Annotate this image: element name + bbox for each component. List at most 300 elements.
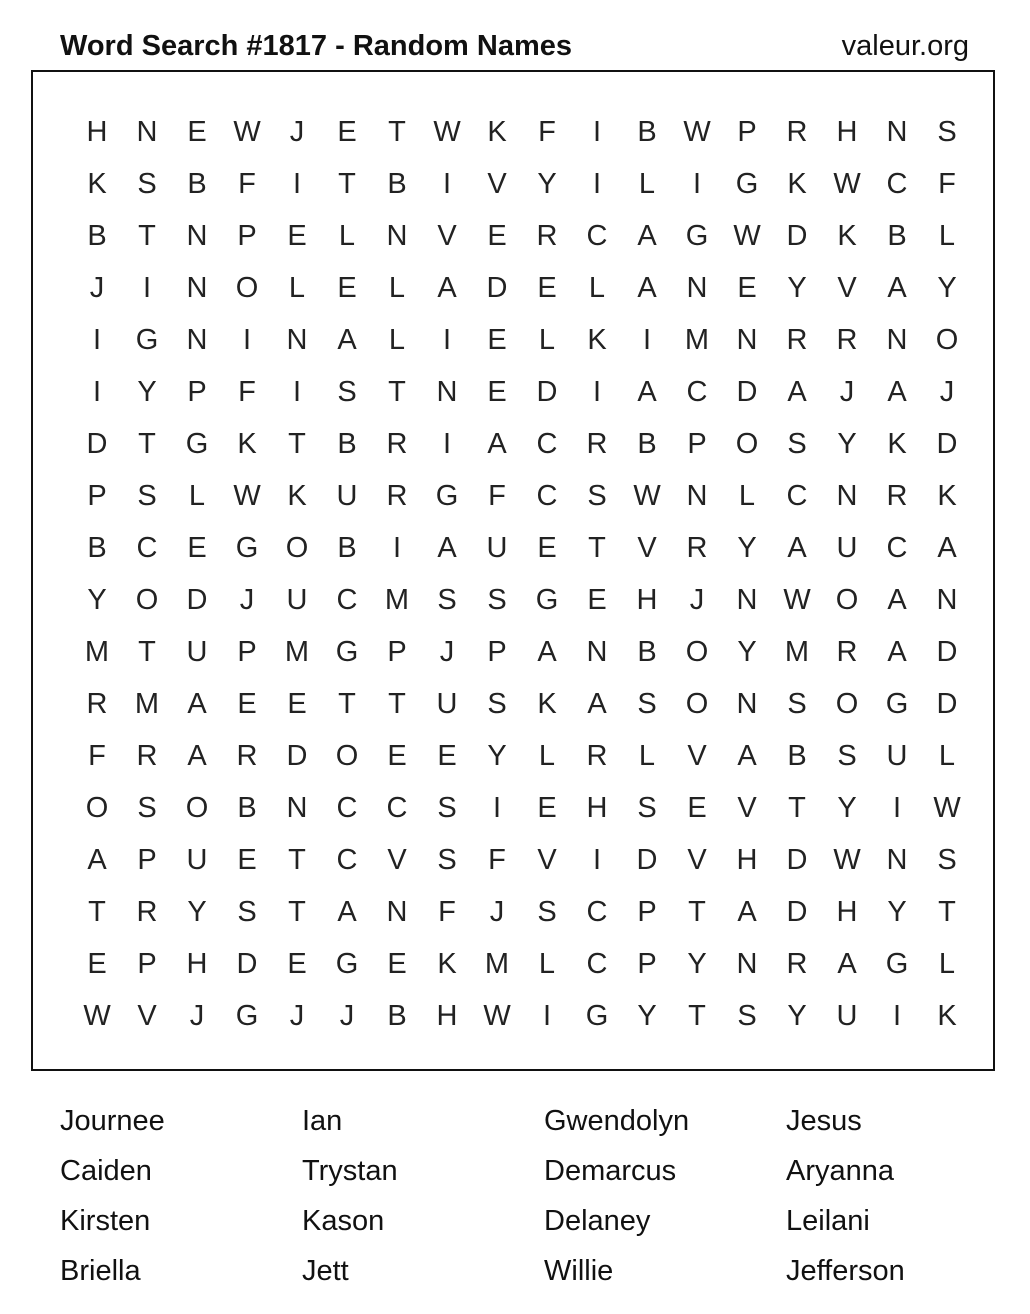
grid-letter[interactable]: N bbox=[186, 323, 208, 356]
grid-letter[interactable]: L bbox=[338, 219, 356, 252]
grid-letter[interactable]: W bbox=[733, 219, 761, 252]
grid-letter[interactable]: J bbox=[289, 115, 305, 148]
grid-letter[interactable]: F bbox=[488, 479, 506, 512]
grid-letter[interactable]: E bbox=[337, 115, 357, 148]
grid-letter[interactable]: G bbox=[135, 323, 159, 356]
grid-letter[interactable]: P bbox=[87, 479, 107, 512]
grid-letter[interactable]: E bbox=[287, 219, 307, 252]
grid-letter[interactable]: O bbox=[85, 791, 109, 824]
grid-letter[interactable]: G bbox=[235, 999, 259, 1032]
grid-letter[interactable]: I bbox=[592, 843, 602, 876]
grid-letter[interactable]: I bbox=[492, 791, 502, 824]
grid-letter[interactable]: Y bbox=[537, 167, 557, 200]
grid-letter[interactable]: C bbox=[536, 479, 558, 512]
grid-letter[interactable]: Y bbox=[487, 739, 507, 772]
grid-letter[interactable]: A bbox=[887, 271, 907, 304]
grid-letter[interactable]: O bbox=[135, 583, 159, 616]
grid-letter[interactable]: B bbox=[387, 999, 407, 1032]
grid-letter[interactable]: N bbox=[736, 687, 758, 720]
grid-letter[interactable]: A bbox=[337, 895, 357, 928]
grid-letter[interactable]: P bbox=[637, 947, 657, 980]
grid-letter[interactable]: R bbox=[136, 739, 158, 772]
grid-letter[interactable]: M bbox=[684, 323, 710, 356]
grid-letter[interactable]: S bbox=[537, 895, 557, 928]
grid-letter[interactable]: C bbox=[886, 167, 908, 200]
grid-letter[interactable]: N bbox=[136, 115, 158, 148]
grid-letter[interactable]: U bbox=[186, 843, 208, 876]
grid-letter[interactable]: T bbox=[338, 687, 356, 720]
grid-letter[interactable]: L bbox=[738, 479, 756, 512]
grid-letter[interactable]: O bbox=[685, 687, 709, 720]
grid-letter[interactable]: P bbox=[137, 843, 157, 876]
grid-letter[interactable]: W bbox=[83, 999, 111, 1032]
grid-letter[interactable]: C bbox=[136, 531, 158, 564]
grid-letter[interactable]: V bbox=[537, 843, 557, 876]
grid-letter[interactable]: R bbox=[786, 323, 808, 356]
grid-letter[interactable]: K bbox=[787, 167, 807, 200]
grid-letter[interactable]: S bbox=[937, 843, 957, 876]
grid-letter[interactable]: D bbox=[936, 635, 958, 668]
grid-letter[interactable]: I bbox=[892, 999, 902, 1032]
grid-letter[interactable]: T bbox=[388, 687, 406, 720]
grid-letter[interactable]: B bbox=[787, 739, 807, 772]
grid-letter[interactable]: J bbox=[489, 895, 505, 928]
grid-letter[interactable]: D bbox=[786, 219, 808, 252]
grid-letter[interactable]: J bbox=[839, 375, 855, 408]
grid-letter[interactable]: L bbox=[188, 479, 206, 512]
grid-letter[interactable]: O bbox=[935, 323, 959, 356]
grid-letter[interactable]: V bbox=[637, 531, 657, 564]
grid-letter[interactable]: Y bbox=[787, 999, 807, 1032]
grid-letter[interactable]: O bbox=[735, 427, 759, 460]
grid-letter[interactable]: C bbox=[336, 583, 358, 616]
grid-letter[interactable]: U bbox=[286, 583, 308, 616]
grid-letter[interactable]: D bbox=[786, 895, 808, 928]
grid-letter[interactable]: C bbox=[386, 791, 408, 824]
grid-letter[interactable]: S bbox=[937, 115, 957, 148]
grid-letter[interactable]: A bbox=[87, 843, 107, 876]
grid-letter[interactable]: N bbox=[886, 115, 908, 148]
grid-letter[interactable]: M bbox=[784, 635, 810, 668]
grid-letter[interactable]: E bbox=[587, 583, 607, 616]
grid-letter[interactable]: I bbox=[642, 323, 652, 356]
grid-letter[interactable]: P bbox=[487, 635, 507, 668]
grid-letter[interactable]: V bbox=[687, 739, 707, 772]
grid-letter[interactable]: V bbox=[387, 843, 407, 876]
grid-letter[interactable]: M bbox=[134, 687, 160, 720]
grid-letter[interactable]: I bbox=[442, 323, 452, 356]
grid-letter[interactable]: I bbox=[442, 427, 452, 460]
grid-letter[interactable]: T bbox=[338, 167, 356, 200]
grid-letter[interactable]: I bbox=[592, 115, 602, 148]
grid-letter[interactable]: U bbox=[836, 531, 858, 564]
grid-letter[interactable]: E bbox=[237, 687, 257, 720]
grid-letter[interactable]: P bbox=[737, 115, 757, 148]
grid-letter[interactable]: R bbox=[686, 531, 708, 564]
grid-letter[interactable]: J bbox=[289, 999, 305, 1032]
grid-letter[interactable]: N bbox=[736, 583, 758, 616]
grid-letter[interactable]: P bbox=[237, 219, 257, 252]
grid-letter[interactable]: W bbox=[233, 479, 261, 512]
grid-letter[interactable]: L bbox=[388, 271, 406, 304]
grid-letter[interactable]: E bbox=[737, 271, 757, 304]
grid-letter[interactable]: Y bbox=[637, 999, 657, 1032]
grid-letter[interactable]: E bbox=[187, 531, 207, 564]
grid-letter[interactable]: E bbox=[487, 323, 507, 356]
grid-letter[interactable]: O bbox=[185, 791, 209, 824]
grid-letter[interactable]: T bbox=[588, 531, 606, 564]
grid-letter[interactable]: B bbox=[337, 531, 357, 564]
grid-letter[interactable]: V bbox=[137, 999, 157, 1032]
grid-letter[interactable]: T bbox=[288, 895, 306, 928]
grid-letter[interactable]: G bbox=[335, 635, 359, 668]
grid-letter[interactable]: A bbox=[637, 271, 657, 304]
grid-letter[interactable]: S bbox=[237, 895, 257, 928]
grid-letter[interactable]: D bbox=[936, 427, 958, 460]
grid-letter[interactable]: K bbox=[237, 427, 257, 460]
grid-letter[interactable]: S bbox=[137, 167, 157, 200]
grid-letter[interactable]: Y bbox=[687, 947, 707, 980]
grid-letter[interactable]: D bbox=[236, 947, 258, 980]
grid-letter[interactable]: L bbox=[938, 739, 956, 772]
grid-letter[interactable]: K bbox=[87, 167, 107, 200]
grid-letter[interactable]: C bbox=[786, 479, 808, 512]
grid-letter[interactable]: O bbox=[285, 531, 309, 564]
grid-letter[interactable]: H bbox=[86, 115, 108, 148]
grid-letter[interactable]: W bbox=[783, 583, 811, 616]
grid-letter[interactable]: F bbox=[938, 167, 956, 200]
grid-letter[interactable]: D bbox=[286, 739, 308, 772]
grid-letter[interactable]: B bbox=[637, 115, 657, 148]
grid-letter[interactable]: A bbox=[587, 687, 607, 720]
grid-letter[interactable]: S bbox=[637, 687, 657, 720]
grid-letter[interactable]: U bbox=[186, 635, 208, 668]
grid-letter[interactable]: L bbox=[388, 323, 406, 356]
grid-letter[interactable]: S bbox=[437, 791, 457, 824]
grid-letter[interactable]: D bbox=[186, 583, 208, 616]
grid-letter[interactable]: S bbox=[487, 583, 507, 616]
grid-letter[interactable]: S bbox=[137, 479, 157, 512]
grid-letter[interactable]: R bbox=[136, 895, 158, 928]
grid-letter[interactable]: K bbox=[937, 999, 957, 1032]
grid-letter[interactable]: B bbox=[887, 219, 907, 252]
grid-letter[interactable]: R bbox=[386, 479, 408, 512]
grid-letter[interactable]: V bbox=[687, 843, 707, 876]
grid-letter[interactable]: V bbox=[737, 791, 757, 824]
grid-letter[interactable]: Y bbox=[137, 375, 157, 408]
grid-letter[interactable]: J bbox=[239, 583, 255, 616]
grid-letter[interactable]: F bbox=[238, 375, 256, 408]
grid-letter[interactable]: A bbox=[537, 635, 557, 668]
grid-letter[interactable]: L bbox=[288, 271, 306, 304]
grid-letter[interactable]: Y bbox=[187, 895, 207, 928]
grid-letter[interactable]: U bbox=[836, 999, 858, 1032]
grid-letter[interactable]: Y bbox=[737, 531, 757, 564]
grid-letter[interactable]: N bbox=[836, 479, 858, 512]
grid-letter[interactable]: L bbox=[538, 323, 556, 356]
grid-letter[interactable]: O bbox=[835, 687, 859, 720]
grid-letter[interactable]: K bbox=[487, 115, 507, 148]
grid-letter[interactable]: W bbox=[483, 999, 511, 1032]
grid-letter[interactable]: A bbox=[887, 635, 907, 668]
grid-letter[interactable]: L bbox=[938, 219, 956, 252]
grid-letter[interactable]: R bbox=[236, 739, 258, 772]
grid-letter[interactable]: F bbox=[438, 895, 456, 928]
grid-letter[interactable]: J bbox=[89, 271, 105, 304]
grid-letter[interactable]: F bbox=[488, 843, 506, 876]
grid-letter[interactable]: N bbox=[686, 479, 708, 512]
grid-letter[interactable]: N bbox=[936, 583, 958, 616]
grid-letter[interactable]: A bbox=[187, 739, 207, 772]
grid-letter[interactable]: M bbox=[384, 583, 410, 616]
grid-letter[interactable]: N bbox=[186, 219, 208, 252]
grid-letter[interactable]: P bbox=[187, 375, 207, 408]
grid-letter[interactable]: Y bbox=[737, 635, 757, 668]
grid-letter[interactable]: E bbox=[437, 739, 457, 772]
grid-letter[interactable]: A bbox=[787, 375, 807, 408]
grid-letter[interactable]: T bbox=[288, 843, 306, 876]
grid-letter[interactable]: C bbox=[536, 427, 558, 460]
grid-letter[interactable]: C bbox=[336, 843, 358, 876]
grid-letter[interactable]: U bbox=[486, 531, 508, 564]
grid-letter[interactable]: N bbox=[886, 323, 908, 356]
grid-letter[interactable]: A bbox=[187, 687, 207, 720]
grid-letter[interactable]: K bbox=[887, 427, 907, 460]
grid-letter[interactable]: J bbox=[439, 635, 455, 668]
grid-letter[interactable]: A bbox=[887, 375, 907, 408]
grid-letter[interactable]: F bbox=[238, 167, 256, 200]
grid-letter[interactable]: Y bbox=[837, 427, 857, 460]
grid-letter[interactable]: W bbox=[833, 843, 861, 876]
grid-letter[interactable]: B bbox=[87, 531, 107, 564]
grid-letter[interactable]: W bbox=[933, 791, 961, 824]
grid-letter[interactable]: D bbox=[786, 843, 808, 876]
grid-letter[interactable]: C bbox=[886, 531, 908, 564]
grid-letter[interactable]: A bbox=[887, 583, 907, 616]
grid-letter[interactable]: H bbox=[836, 115, 858, 148]
grid-letter[interactable]: I bbox=[292, 167, 302, 200]
grid-letter[interactable]: E bbox=[487, 219, 507, 252]
grid-letter[interactable]: I bbox=[442, 167, 452, 200]
grid-letter[interactable]: S bbox=[837, 739, 857, 772]
grid-letter[interactable]: V bbox=[487, 167, 507, 200]
grid-letter[interactable]: C bbox=[336, 791, 358, 824]
grid-letter[interactable]: C bbox=[586, 895, 608, 928]
grid-letter[interactable]: J bbox=[939, 375, 955, 408]
grid-letter[interactable]: A bbox=[837, 947, 857, 980]
grid-letter[interactable]: S bbox=[437, 583, 457, 616]
grid-letter[interactable]: P bbox=[687, 427, 707, 460]
grid-letter[interactable]: K bbox=[837, 219, 857, 252]
grid-letter[interactable]: B bbox=[387, 167, 407, 200]
grid-letter[interactable]: A bbox=[487, 427, 507, 460]
grid-letter[interactable]: H bbox=[636, 583, 658, 616]
grid-letter[interactable]: E bbox=[537, 271, 557, 304]
grid-letter[interactable]: E bbox=[87, 947, 107, 980]
grid-letter[interactable]: T bbox=[388, 375, 406, 408]
grid-letter[interactable]: P bbox=[637, 895, 657, 928]
grid-letter[interactable]: C bbox=[586, 219, 608, 252]
grid-letter[interactable]: G bbox=[885, 947, 909, 980]
grid-letter[interactable]: Y bbox=[887, 895, 907, 928]
grid-letter[interactable]: R bbox=[586, 739, 608, 772]
grid-letter[interactable]: G bbox=[585, 999, 609, 1032]
grid-letter[interactable]: W bbox=[683, 115, 711, 148]
grid-letter[interactable]: E bbox=[187, 115, 207, 148]
grid-letter[interactable]: O bbox=[235, 271, 259, 304]
grid-letter[interactable]: F bbox=[88, 739, 106, 772]
grid-letter[interactable]: D bbox=[636, 843, 658, 876]
grid-letter[interactable]: G bbox=[885, 687, 909, 720]
grid-letter[interactable]: R bbox=[836, 323, 858, 356]
grid-letter[interactable]: Y bbox=[937, 271, 957, 304]
grid-letter[interactable]: U bbox=[336, 479, 358, 512]
grid-letter[interactable]: K bbox=[937, 479, 957, 512]
grid-letter[interactable]: N bbox=[686, 271, 708, 304]
grid-letter[interactable]: E bbox=[537, 791, 557, 824]
grid-letter[interactable]: D bbox=[486, 271, 508, 304]
grid-letter[interactable]: U bbox=[436, 687, 458, 720]
grid-letter[interactable]: N bbox=[436, 375, 458, 408]
grid-letter[interactable]: K bbox=[287, 479, 307, 512]
grid-letter[interactable]: E bbox=[337, 271, 357, 304]
grid-letter[interactable]: A bbox=[737, 739, 757, 772]
grid-letter[interactable]: E bbox=[687, 791, 707, 824]
grid-letter[interactable]: T bbox=[138, 219, 156, 252]
grid-letter[interactable]: S bbox=[787, 427, 807, 460]
grid-letter[interactable]: T bbox=[388, 115, 406, 148]
grid-letter[interactable]: B bbox=[237, 791, 257, 824]
grid-letter[interactable]: N bbox=[386, 219, 408, 252]
grid-letter[interactable]: E bbox=[537, 531, 557, 564]
grid-letter[interactable]: C bbox=[586, 947, 608, 980]
grid-letter[interactable]: T bbox=[88, 895, 106, 928]
grid-letter[interactable]: N bbox=[586, 635, 608, 668]
grid-letter[interactable]: S bbox=[337, 375, 357, 408]
grid-letter[interactable]: L bbox=[638, 167, 656, 200]
grid-letter[interactable]: K bbox=[437, 947, 457, 980]
grid-letter[interactable]: N bbox=[286, 323, 308, 356]
grid-letter[interactable]: G bbox=[235, 531, 259, 564]
grid-letter[interactable]: R bbox=[86, 687, 108, 720]
grid-letter[interactable]: E bbox=[387, 739, 407, 772]
grid-letter[interactable]: W bbox=[833, 167, 861, 200]
grid-letter[interactable]: N bbox=[736, 947, 758, 980]
grid-letter[interactable]: N bbox=[736, 323, 758, 356]
grid-letter[interactable]: R bbox=[886, 479, 908, 512]
grid-letter[interactable]: E bbox=[237, 843, 257, 876]
grid-letter[interactable]: H bbox=[586, 791, 608, 824]
grid-letter[interactable]: S bbox=[437, 843, 457, 876]
grid-letter[interactable]: A bbox=[737, 895, 757, 928]
grid-letter[interactable]: H bbox=[736, 843, 758, 876]
grid-letter[interactable]: W bbox=[633, 479, 661, 512]
grid-letter[interactable]: L bbox=[638, 739, 656, 772]
grid-letter[interactable]: A bbox=[637, 219, 657, 252]
grid-letter[interactable]: B bbox=[637, 635, 657, 668]
grid-letter[interactable]: F bbox=[538, 115, 556, 148]
grid-letter[interactable]: B bbox=[637, 427, 657, 460]
grid-letter[interactable]: Y bbox=[87, 583, 107, 616]
grid-letter[interactable]: O bbox=[685, 635, 709, 668]
grid-letter[interactable]: A bbox=[787, 531, 807, 564]
grid-letter[interactable]: M bbox=[284, 635, 310, 668]
grid-letter[interactable]: L bbox=[538, 947, 556, 980]
grid-letter[interactable]: W bbox=[233, 115, 261, 148]
grid-letter[interactable]: O bbox=[835, 583, 859, 616]
grid-letter[interactable]: K bbox=[587, 323, 607, 356]
grid-letter[interactable]: N bbox=[886, 843, 908, 876]
grid-letter[interactable]: E bbox=[287, 947, 307, 980]
grid-letter[interactable]: I bbox=[292, 375, 302, 408]
grid-letter[interactable]: A bbox=[637, 375, 657, 408]
grid-letter[interactable]: G bbox=[735, 167, 759, 200]
grid-letter[interactable]: R bbox=[586, 427, 608, 460]
grid-letter[interactable]: J bbox=[339, 999, 355, 1032]
grid-letter[interactable]: I bbox=[142, 271, 152, 304]
grid-letter[interactable]: C bbox=[686, 375, 708, 408]
grid-letter[interactable]: R bbox=[836, 635, 858, 668]
grid-letter[interactable]: Y bbox=[787, 271, 807, 304]
grid-letter[interactable]: M bbox=[484, 947, 510, 980]
grid-letter[interactable]: I bbox=[892, 791, 902, 824]
grid-letter[interactable]: J bbox=[189, 999, 205, 1032]
grid-letter[interactable]: I bbox=[92, 323, 102, 356]
grid-letter[interactable]: I bbox=[92, 375, 102, 408]
grid-letter[interactable]: G bbox=[535, 583, 559, 616]
grid-letter[interactable]: T bbox=[688, 999, 706, 1032]
grid-letter[interactable]: I bbox=[242, 323, 252, 356]
grid-letter[interactable]: G bbox=[185, 427, 209, 460]
grid-letter[interactable]: T bbox=[788, 791, 806, 824]
grid-letter[interactable]: E bbox=[487, 375, 507, 408]
grid-letter[interactable]: A bbox=[337, 323, 357, 356]
grid-letter[interactable]: H bbox=[836, 895, 858, 928]
grid-letter[interactable]: R bbox=[786, 115, 808, 148]
grid-letter[interactable]: T bbox=[138, 427, 156, 460]
grid-letter[interactable]: S bbox=[137, 791, 157, 824]
grid-letter[interactable]: E bbox=[387, 947, 407, 980]
grid-letter[interactable]: T bbox=[688, 895, 706, 928]
grid-letter[interactable]: S bbox=[787, 687, 807, 720]
grid-letter[interactable]: S bbox=[587, 479, 607, 512]
grid-letter[interactable]: L bbox=[538, 739, 556, 772]
grid-letter[interactable]: N bbox=[186, 271, 208, 304]
grid-letter[interactable]: G bbox=[435, 479, 459, 512]
grid-letter[interactable]: N bbox=[286, 791, 308, 824]
grid-letter[interactable]: R bbox=[786, 947, 808, 980]
grid-letter[interactable]: I bbox=[392, 531, 402, 564]
grid-letter[interactable]: T bbox=[938, 895, 956, 928]
grid-letter[interactable]: D bbox=[936, 687, 958, 720]
grid-letter[interactable]: K bbox=[537, 687, 557, 720]
grid-letter[interactable]: I bbox=[542, 999, 552, 1032]
grid-letter[interactable]: L bbox=[938, 947, 956, 980]
grid-letter[interactable]: T bbox=[288, 427, 306, 460]
grid-letter[interactable]: P bbox=[387, 635, 407, 668]
grid-letter[interactable]: O bbox=[335, 739, 359, 772]
grid-letter[interactable]: B bbox=[187, 167, 207, 200]
grid-letter[interactable]: T bbox=[138, 635, 156, 668]
grid-letter[interactable]: D bbox=[536, 375, 558, 408]
grid-letter[interactable]: R bbox=[536, 219, 558, 252]
grid-letter[interactable]: M bbox=[84, 635, 110, 668]
grid-letter[interactable]: Y bbox=[837, 791, 857, 824]
grid-letter[interactable]: A bbox=[437, 271, 457, 304]
grid-letter[interactable]: S bbox=[737, 999, 757, 1032]
grid-letter[interactable]: I bbox=[592, 167, 602, 200]
grid-letter[interactable]: I bbox=[592, 375, 602, 408]
